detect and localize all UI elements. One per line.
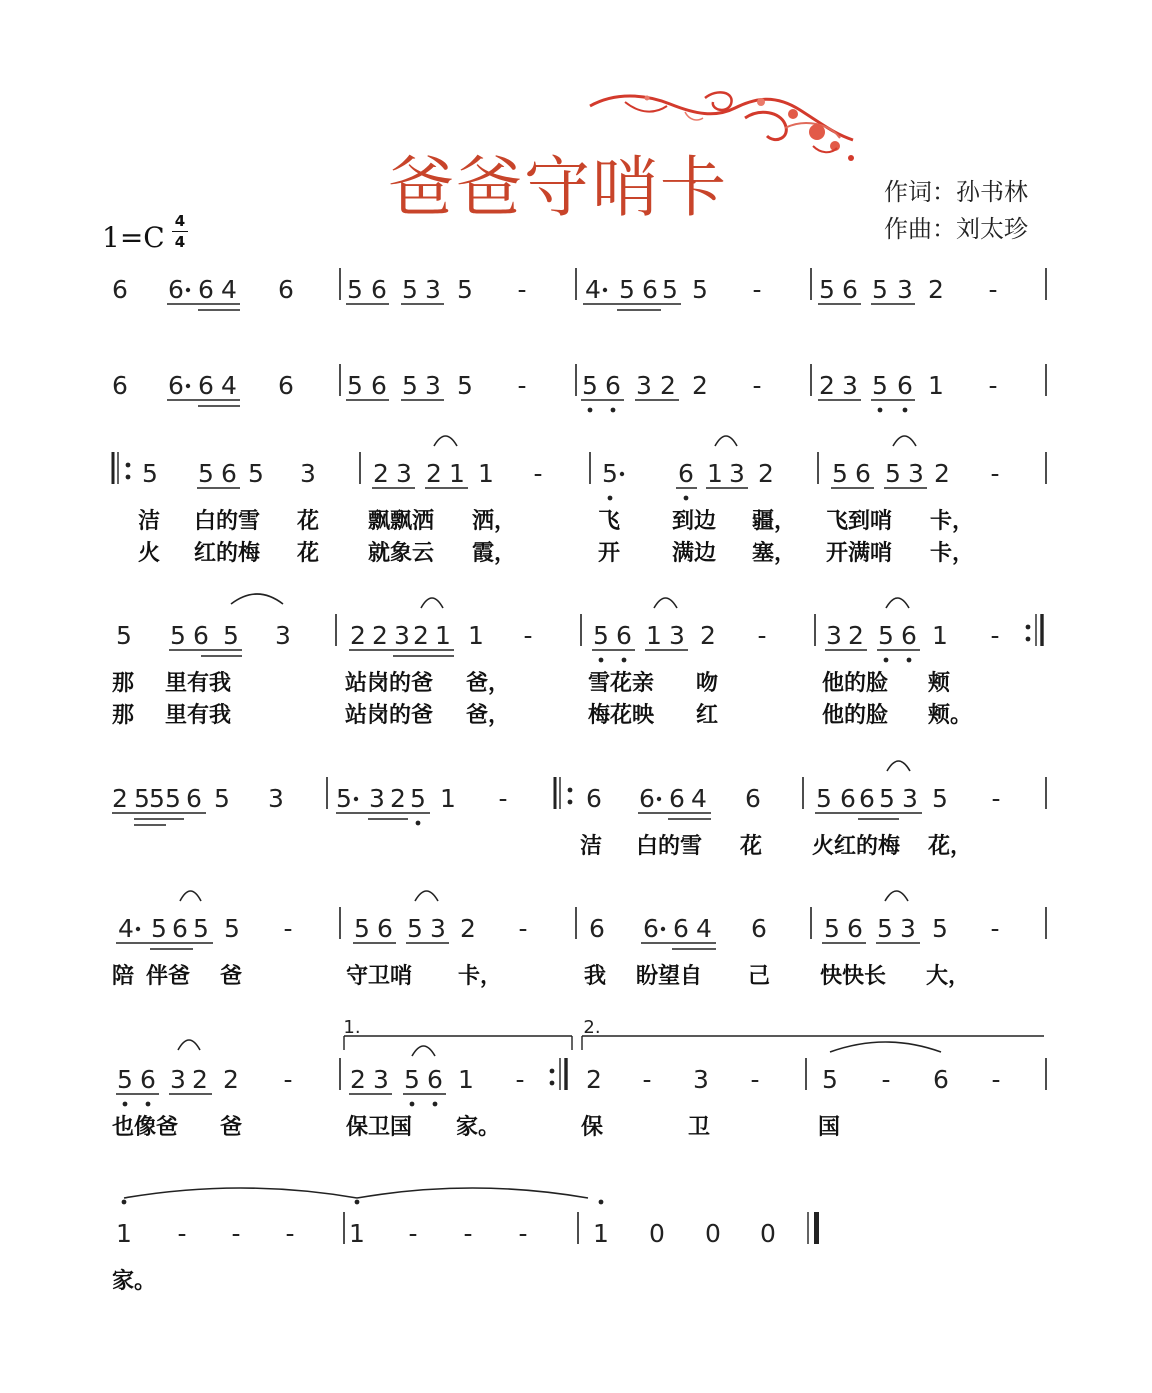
augmentation-dot	[657, 797, 661, 801]
repeat-dot	[126, 463, 131, 468]
lyric: 国	[818, 1115, 841, 1140]
volta-label: 1.	[343, 1017, 361, 1038]
lyric: 卡，	[930, 541, 975, 566]
slur	[715, 436, 737, 446]
note: 6	[933, 1065, 949, 1094]
note: 6	[855, 459, 871, 488]
note: 2	[373, 459, 389, 488]
repeat-dot	[568, 800, 573, 805]
note: 5	[214, 784, 230, 813]
note: 4	[221, 371, 237, 400]
lyric: 白的雪	[636, 834, 703, 859]
note: 5	[872, 275, 888, 304]
note: 4	[691, 784, 707, 813]
note: 6	[427, 1065, 443, 1094]
note: 3	[394, 621, 410, 650]
note: 6	[643, 914, 659, 943]
lyric: 洒，	[472, 509, 517, 534]
dash-note: -	[523, 621, 533, 650]
note: 3	[902, 784, 918, 813]
note: 5	[347, 371, 363, 400]
lyric: 爸，	[466, 703, 511, 728]
lyric: 站岗的爸	[345, 703, 434, 728]
note: 6	[605, 371, 621, 400]
note: 6	[897, 371, 913, 400]
note: 3	[430, 914, 446, 943]
lyric: 雪花亲	[588, 671, 655, 696]
note: 2	[192, 1065, 208, 1094]
tie	[357, 1188, 588, 1198]
tie	[124, 1188, 357, 1198]
lyric: 保卫国	[346, 1115, 413, 1140]
note: 5	[223, 621, 239, 650]
note: 5	[402, 371, 418, 400]
lyric: 火	[138, 541, 161, 566]
note: 3	[373, 1065, 389, 1094]
note: 3	[669, 621, 685, 650]
octave-dot	[599, 658, 604, 663]
octave-dot	[410, 1102, 415, 1107]
note: 6	[859, 784, 875, 813]
note: 6	[278, 371, 294, 400]
dash-note: -	[991, 1065, 1001, 1094]
tie	[830, 1042, 941, 1052]
slur	[415, 891, 438, 901]
note: 6	[221, 459, 237, 488]
lyricist-credit: 作词：孙书林	[884, 178, 1028, 206]
octave-dot	[146, 1102, 151, 1107]
note: 6	[140, 1065, 156, 1094]
slur	[885, 891, 908, 901]
octave-dot	[878, 408, 883, 413]
note: 2	[692, 371, 708, 400]
volta-label: 2.	[583, 1017, 601, 1038]
repeat-dot	[568, 788, 573, 793]
note: 2	[848, 621, 864, 650]
note: 5	[248, 459, 264, 488]
octave-dot	[588, 408, 593, 413]
note: 6	[642, 275, 658, 304]
note: 1	[928, 371, 944, 400]
slur	[893, 436, 916, 446]
dash-note: -	[515, 1065, 525, 1094]
lyric: 家。	[456, 1115, 501, 1140]
note: 5	[872, 371, 888, 400]
lyric: 盼望自	[636, 964, 703, 989]
lyric: 飞到哨	[826, 509, 893, 534]
note: 6	[168, 371, 184, 400]
note: 5	[149, 784, 165, 813]
note: 6	[616, 621, 632, 650]
note: 6	[847, 914, 863, 943]
slur	[231, 594, 283, 604]
octave-dot	[684, 496, 689, 501]
lyric: 他的脸	[822, 703, 889, 728]
dash-note: -	[990, 621, 1000, 650]
note: 5	[457, 371, 473, 400]
slur	[421, 598, 443, 608]
note: 3	[268, 784, 284, 813]
dash-note: -	[642, 1065, 652, 1094]
note: 2	[586, 1065, 602, 1094]
note: 5	[932, 914, 948, 943]
slur	[886, 598, 909, 608]
note: 3	[897, 275, 913, 304]
dash-note: -	[990, 914, 1000, 943]
note: 3	[826, 621, 842, 650]
dash-note: -	[517, 371, 527, 400]
lyric: 就象云	[368, 541, 435, 566]
note: 1	[449, 459, 465, 488]
note: 3	[425, 371, 441, 400]
note: 3	[693, 1065, 709, 1094]
note: 5	[116, 621, 132, 650]
dash-note: -	[177, 1219, 187, 1248]
lyric: 吻	[696, 671, 719, 696]
note: 5	[877, 914, 893, 943]
note: 5	[165, 784, 181, 813]
note: 2	[934, 459, 950, 488]
note: 2	[350, 1065, 366, 1094]
lyric: 梅花映	[588, 703, 655, 728]
octave-dot	[622, 658, 627, 663]
note: 6	[901, 621, 917, 650]
repeat-dot	[1026, 637, 1031, 642]
lyric: 飞	[598, 509, 621, 534]
note: 6	[842, 275, 858, 304]
dash-note: -	[518, 1219, 528, 1248]
lyric: 也像爸	[112, 1115, 179, 1140]
lyric: 爸	[220, 964, 243, 989]
lyric: 爸	[220, 1115, 243, 1140]
lyric: 颊。	[928, 703, 973, 728]
lyric: 我	[584, 964, 607, 989]
lyric: 大，	[926, 964, 971, 989]
note: 5	[117, 1065, 133, 1094]
lyric: 卫	[688, 1115, 711, 1140]
note: 5	[619, 275, 635, 304]
note: 6	[198, 275, 214, 304]
note: 6	[168, 275, 184, 304]
dash-note: -	[988, 371, 998, 400]
dash-note: -	[283, 1065, 293, 1094]
note: 3	[729, 459, 745, 488]
note: 3	[842, 371, 858, 400]
high-octave-dot	[355, 1200, 360, 1205]
slur	[434, 436, 457, 446]
note: 6	[840, 784, 856, 813]
note: 2	[390, 784, 406, 813]
lyric: 守卫哨	[346, 964, 413, 989]
lyric: 疆，	[752, 509, 797, 534]
octave-dot	[884, 658, 889, 663]
note: 6	[186, 784, 202, 813]
note: 6	[678, 459, 694, 488]
note: 3	[636, 371, 652, 400]
note: 1	[116, 1219, 132, 1248]
note: 4	[221, 275, 237, 304]
note: 6	[112, 371, 128, 400]
lyric: 花	[297, 541, 320, 566]
note: 6	[198, 371, 214, 400]
note: 6	[371, 371, 387, 400]
lyric: 花	[297, 509, 320, 534]
slur	[178, 1040, 200, 1050]
lyric: 保	[581, 1115, 604, 1140]
lyric: 爸，	[466, 671, 511, 696]
note: 2	[819, 371, 835, 400]
note: 5	[142, 459, 158, 488]
note: 6	[371, 275, 387, 304]
lyric: 花，	[928, 834, 973, 859]
lyric: 开	[598, 541, 621, 566]
note: 5	[134, 784, 150, 813]
lyric: 快快长	[820, 964, 887, 989]
dash-note: -	[518, 914, 528, 943]
high-octave-dot	[599, 1200, 604, 1205]
note: 5	[662, 275, 678, 304]
lyric: 家。	[112, 1269, 157, 1294]
note: 5	[879, 784, 895, 813]
augmentation-dot	[620, 472, 624, 476]
lyric: 那	[112, 671, 135, 696]
note: 3	[300, 459, 316, 488]
note: 5	[151, 914, 167, 943]
note: 1	[932, 621, 948, 650]
note: 6	[193, 621, 209, 650]
note: 2	[112, 784, 128, 813]
note: 2	[413, 621, 429, 650]
note: 6	[377, 914, 393, 943]
note: 3	[396, 459, 412, 488]
lyric: 红	[696, 703, 719, 728]
note: 6	[278, 275, 294, 304]
note: 1	[440, 784, 456, 813]
song-title: 爸爸守哨卡	[388, 149, 728, 226]
octave-dot	[433, 1102, 438, 1107]
repeat-dot	[550, 1069, 555, 1074]
lyric: 霞，	[472, 541, 517, 566]
lyric: 卡，	[930, 509, 975, 534]
octave-dot	[416, 821, 421, 826]
note: 3	[900, 914, 916, 943]
note: 6	[112, 275, 128, 304]
note: 5	[692, 275, 708, 304]
lyric: 站岗的爸	[345, 671, 434, 696]
note: 5	[602, 459, 618, 488]
note: 4	[696, 914, 712, 943]
note: 2	[660, 371, 676, 400]
dash-note: -	[533, 459, 543, 488]
lyric: 洁	[580, 834, 603, 859]
note: 2	[928, 275, 944, 304]
note: 5	[336, 784, 352, 813]
repeat-dot	[126, 475, 131, 480]
note: 5	[170, 621, 186, 650]
dash-note: -	[881, 1065, 891, 1094]
note: 6	[751, 914, 767, 943]
lyric: 到边	[672, 509, 717, 534]
note: 2	[223, 1065, 239, 1094]
note: 0	[705, 1219, 721, 1248]
note: 1	[646, 621, 662, 650]
lyric: 花	[740, 834, 763, 859]
note: 3	[425, 275, 441, 304]
note: 3	[908, 459, 924, 488]
note: 6	[172, 914, 188, 943]
augmentation-dot	[186, 288, 190, 292]
lyric: 卡，	[458, 964, 503, 989]
note: 5	[878, 621, 894, 650]
note: 1	[593, 1219, 609, 1248]
meter-bottom: 4	[174, 233, 186, 251]
note: 6	[586, 784, 602, 813]
note: 5	[410, 784, 426, 813]
repeat-dot	[550, 1081, 555, 1086]
dash-note: -	[285, 1219, 295, 1248]
note: 5	[354, 914, 370, 943]
lyric: 红的梅	[194, 541, 261, 566]
lyric: 白的雪	[194, 509, 261, 534]
note: 1	[435, 621, 451, 650]
lyric: 洁	[138, 509, 161, 534]
note: 2	[758, 459, 774, 488]
octave-dot	[123, 1102, 128, 1107]
dash-note: -	[990, 459, 1000, 488]
dash-note: -	[988, 275, 998, 304]
lyric: 那	[112, 703, 135, 728]
lyric: 满边	[672, 541, 717, 566]
meter-top: 4	[174, 212, 186, 230]
slur	[654, 598, 677, 608]
final-barline	[814, 1212, 819, 1244]
augmentation-dot	[661, 927, 665, 931]
note: 4	[585, 275, 601, 304]
repeat-dot	[1026, 625, 1031, 630]
dash-note: -	[752, 371, 762, 400]
note: 1	[707, 459, 723, 488]
augmentation-dot	[136, 927, 140, 931]
augmentation-dot	[186, 384, 190, 388]
octave-dot	[903, 408, 908, 413]
octave-dot	[611, 408, 616, 413]
slur	[887, 761, 910, 771]
lyric: 伴爸	[146, 964, 191, 989]
note: 5	[407, 914, 423, 943]
dash-note: -	[283, 914, 293, 943]
note: 1	[468, 621, 484, 650]
lyric: 颊	[928, 671, 951, 696]
note: 5	[347, 275, 363, 304]
lyric: 飘飘洒	[368, 509, 435, 534]
dash-note: -	[231, 1219, 241, 1248]
dash-note: -	[463, 1219, 473, 1248]
note: 3	[170, 1065, 186, 1094]
note: 5	[582, 371, 598, 400]
note: 4	[118, 914, 134, 943]
note: 6	[673, 914, 689, 943]
note: 6	[669, 784, 685, 813]
note: 1	[349, 1219, 365, 1248]
augmentation-dot	[603, 288, 607, 292]
lyric: 陪	[112, 964, 135, 989]
note: 3	[369, 784, 385, 813]
high-octave-dot	[122, 1200, 127, 1205]
note: 2	[700, 621, 716, 650]
octave-dot	[907, 658, 912, 663]
note: 6	[745, 784, 761, 813]
key-signature: 1=C	[102, 221, 165, 254]
note: 5	[824, 914, 840, 943]
dash-note: -	[517, 275, 527, 304]
lyric: 火红的梅	[812, 834, 901, 859]
dash-note: -	[498, 784, 508, 813]
composer-credit: 作曲：刘太珍	[884, 215, 1028, 243]
note: 5	[932, 784, 948, 813]
lyric: 他的脸	[822, 671, 889, 696]
note: 5	[402, 275, 418, 304]
note: 5	[885, 459, 901, 488]
slur	[412, 1046, 435, 1056]
note: 5	[404, 1065, 420, 1094]
note: 0	[760, 1219, 776, 1248]
note: 5	[816, 784, 832, 813]
dash-note: -	[752, 275, 762, 304]
note: 5	[198, 459, 214, 488]
dash-note: -	[408, 1219, 418, 1248]
note: 2	[372, 621, 388, 650]
note: 3	[275, 621, 291, 650]
note: 5	[819, 275, 835, 304]
note: 5	[822, 1065, 838, 1094]
note: 5	[832, 459, 848, 488]
note: 6	[639, 784, 655, 813]
lyric: 里有我	[165, 671, 232, 696]
note: 2	[426, 459, 442, 488]
note: 2	[350, 621, 366, 650]
lyric: 塞，	[752, 541, 797, 566]
augmentation-dot	[354, 797, 358, 801]
lyric: 己	[748, 964, 771, 989]
slur	[180, 891, 201, 901]
note: 5	[593, 621, 609, 650]
dash-note: -	[750, 1065, 760, 1094]
dash-note: -	[991, 784, 1001, 813]
octave-dot	[608, 496, 613, 501]
note: 6	[589, 914, 605, 943]
dash-note: -	[757, 621, 767, 650]
lyric: 里有我	[165, 703, 232, 728]
note: 1	[458, 1065, 474, 1094]
note: 1	[478, 459, 494, 488]
note: 5	[457, 275, 473, 304]
lyric: 开满哨	[826, 541, 893, 566]
note: 5	[193, 914, 209, 943]
note: 0	[649, 1219, 665, 1248]
note: 2	[460, 914, 476, 943]
note: 5	[224, 914, 240, 943]
